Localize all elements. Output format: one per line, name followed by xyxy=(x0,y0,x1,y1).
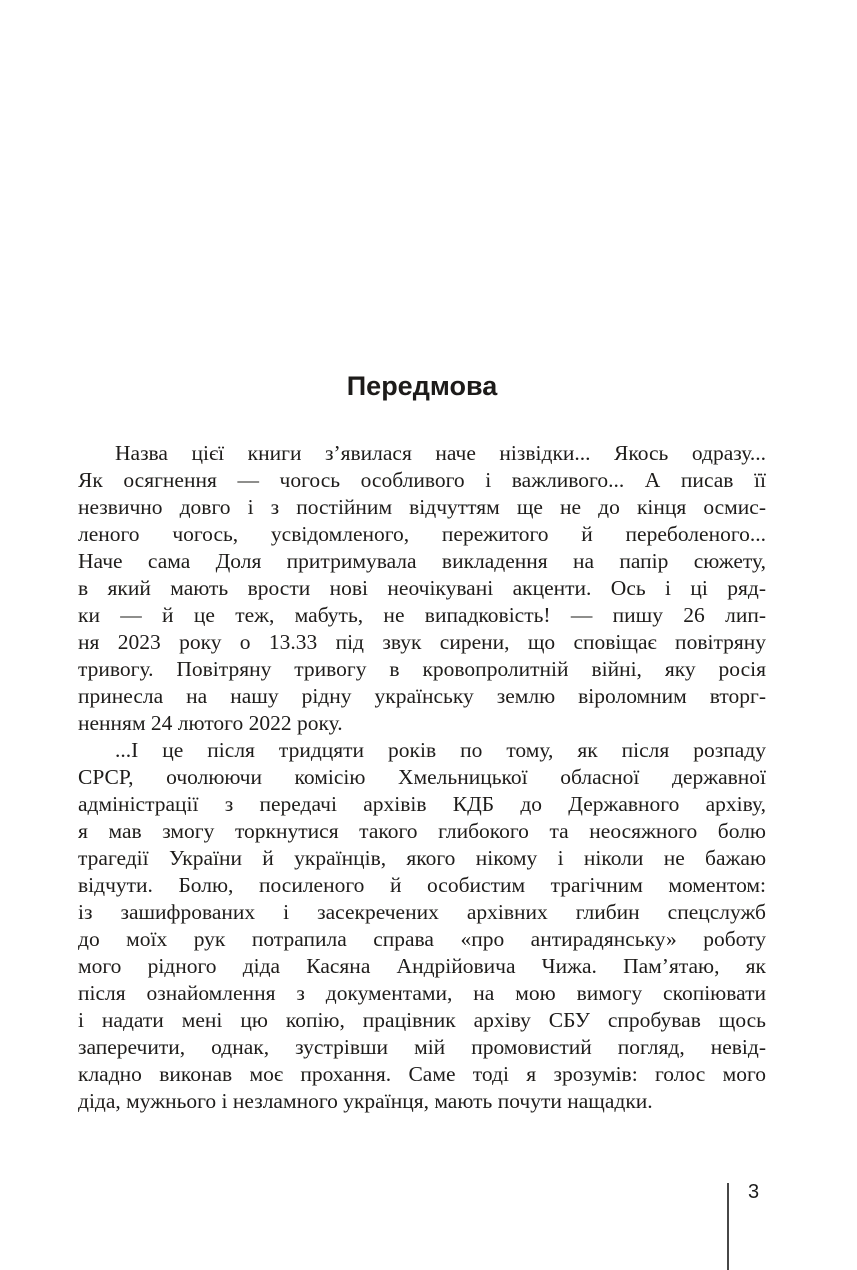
text-line: я мав змогу торкнутися такого глибокого та неосяжного болю xyxy=(78,819,766,843)
page-number: 3 xyxy=(748,1181,760,1203)
text-line: ня 2023 року о 13.33 під звук сирени, що сповіщає повітряну xyxy=(78,630,766,654)
text-line: Назва цієї книги з’явилася наче нізвідки... Якось одразу... xyxy=(115,441,766,465)
text-line: трагедії України й українців, якого нікому і ніколи не бажаю xyxy=(78,846,766,870)
text-line: відчути. Болю, посиленого й особистим трагічним моментом: xyxy=(78,873,766,897)
text-line: тривогу. Повітряну тривогу в кровопролитній війні, яку росія xyxy=(78,657,766,681)
text-line: ненням 24 лютого 2022 року. xyxy=(78,711,343,735)
text-line: після ознайомлення з документами, на мою вимогу скопіювати xyxy=(78,981,766,1005)
text-line: ки — й це теж, мабуть, не випадковість! — пишу 26 лип- xyxy=(78,603,766,627)
page-title: Передмова xyxy=(346,371,498,401)
text-line: леного чогось, усвідомленого, пережитого й переболеного... xyxy=(78,522,766,546)
text-line: із зашифрованих і засекречених архівних глибин спецслужб xyxy=(78,900,766,924)
text-line: до моїх рук потрапила справа «про антирадянську» роботу xyxy=(78,927,766,951)
text-line: діда, мужнього і незламного українця, мають почути нащадки. xyxy=(78,1089,653,1113)
text-line: ...І це після тридцяти років по тому, як після розпаду xyxy=(115,738,766,762)
text-line: принесла на нашу рідну українську землю віроломним вторг- xyxy=(78,684,766,708)
text-line: СРСР, очолюючи комісію Хмельницької обласної державної xyxy=(78,765,766,789)
text-line: Наче сама Доля притримувала викладення на папір сюжету, xyxy=(78,549,766,573)
footer-rule xyxy=(727,1183,729,1270)
body-text xyxy=(78,440,766,1115)
text-line: і надати мені цю копію, працівник архіву СБУ спробував щось xyxy=(78,1008,766,1032)
text-line: кладно виконав моє прохання. Саме тоді я зрозумів: голос мого xyxy=(78,1062,766,1086)
text-line: заперечити, однак, зустрівши мій промовистий погляд, невід- xyxy=(78,1035,766,1059)
text-line: Як осягнення — чогось особливого і важливого... А писав її xyxy=(78,468,766,492)
text-line: в який мають врости нові неочікувані акценти. Ось і ці ряд- xyxy=(78,576,766,600)
text-line: адміністрації з передачі архівів КДБ до Державного архіву, xyxy=(78,792,766,816)
text-line: мого рідного діда Касяна Андрійовича Чижа. Пам’ятаю, як xyxy=(78,954,766,978)
text-line: незвично довго і з постійним відчуттям ще не до кінця осмис- xyxy=(78,495,766,519)
